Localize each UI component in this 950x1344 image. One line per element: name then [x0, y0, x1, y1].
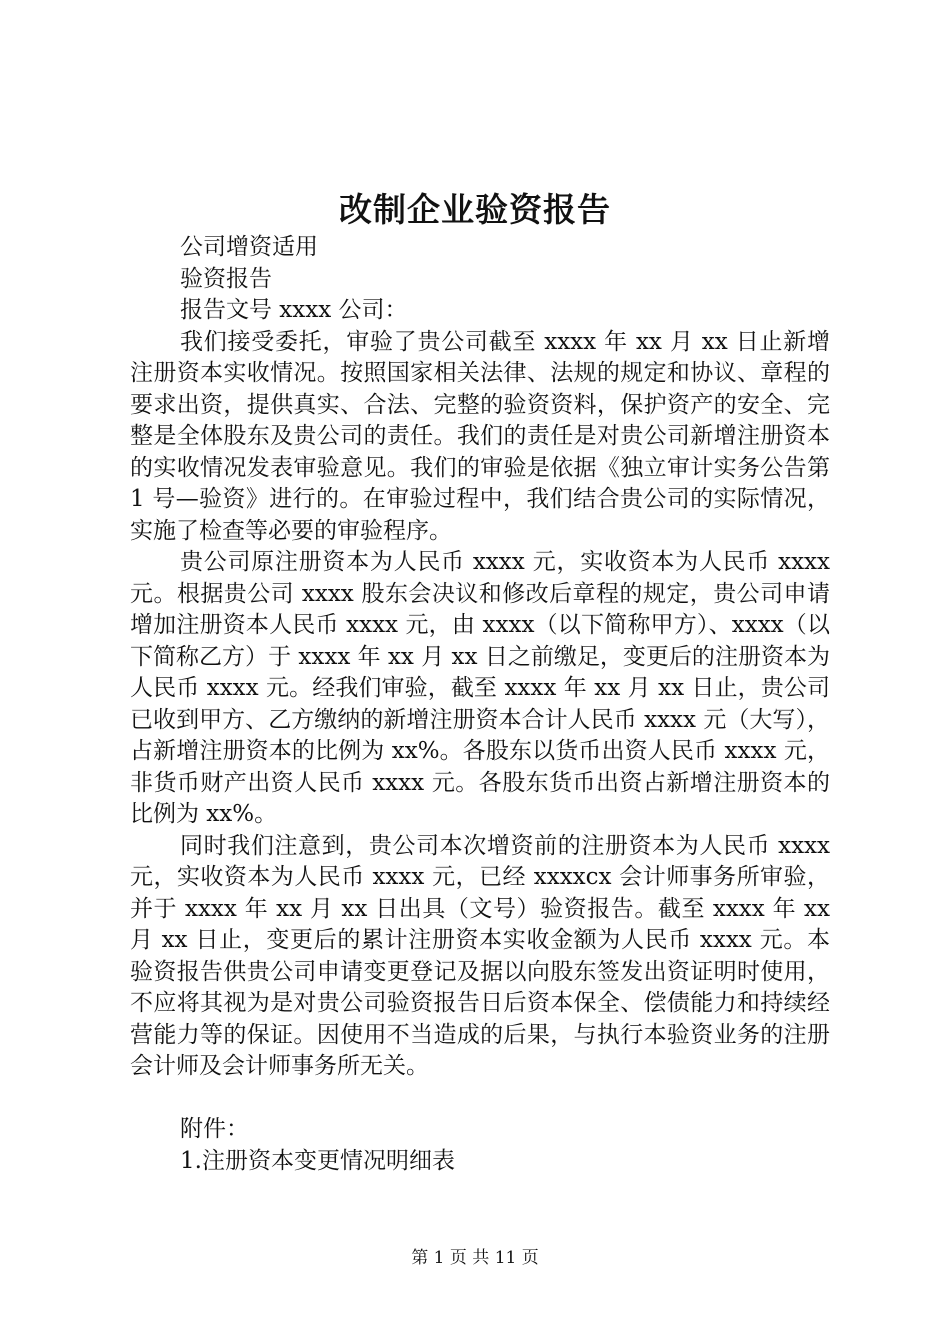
paragraph-notes: 同时我们注意到，贵公司本次增资前的注册资本为人民币 xxxx 元，实收资本为人民币 xxxx 元，已经 xxxxcx 会计师事务所审验，并于 xxxx 年 xx 月 xx 日出具（文号）验资报告。截至 xxxx 年 xx 月 xx 日止，变更后的累计注册资本实收金额为人民币 xxxx 元。本验资报告供贵公司申请变更登记及据以向股东签发出资证明时使用，不应将其视为是对贵公司验资报告日后资本保全、偿债能力和持续经营能力等的保证。因使用不当造成的后果，与执行本验资业务的注册会计师及会计师事务所无关。 — [130, 832, 830, 1079]
report-number-line: 报告文号 xxxx 公司： — [180, 297, 408, 323]
document-body — [130, 232, 830, 1177]
paragraph-capital-details: 贵公司原注册资本为人民币 xxxx 元，实收资本为人民币 xxxx 元。根据贵公司 xxxx 股东会决议和修改后章程的规定，贵公司申请增加注册资本人民币 xxxx 元，由 xxxx（以下简称甲方）、xxxx（以下简称乙方）于 xxxx 年 xx 月 xx 日之前缴足，变更后的注册资本为人民币 xxxx 元。经我们审验，截至 xxxx 年 xx 月 xx 日止，贵公司已收到甲方、乙方缴纳的新增注册资本合计人民币 xxxx 元（大写），占新增注册资本的比例为 xx%。各股东以货币出资人民币 xxxx 元，非货币财产出资人民币 xxxx 元。各股东货币出资占新增注册资本的比例为 xx%。 — [130, 549, 830, 827]
page-number-footer: 第 1 页 共 11 页 — [411, 1248, 539, 1268]
attachment-item: 1.注册资本变更情况明细表 — [180, 1147, 455, 1174]
attachment-label: 附件： — [180, 1116, 249, 1142]
applicability-line: 公司增资适用 — [180, 234, 318, 260]
blank-line — [130, 1083, 830, 1115]
document-title: 改制企业验资报告 — [339, 190, 611, 229]
report-heading-line: 验资报告 — [180, 265, 272, 292]
paragraph-engagement: 我们接受委托，审验了贵公司截至 xxxx 年 xx 月 xx 日止新增注册资本实收情况。按照国家相关法律、法规的规定和协议、章程的要求出资，提供真实、合法、完整的验资资料，保护资产的安全、完整是全体股东及贵公司的责任。我们的责任是对贵公司新增注册资本的实收情况发表审验意见。我们的审验是依据《独立审计实务公告第 1 号—验资》进行的。在审验过程中，我们结合贵公司的实际情况，实施了检查等必要的审验程序。 — [130, 328, 830, 544]
